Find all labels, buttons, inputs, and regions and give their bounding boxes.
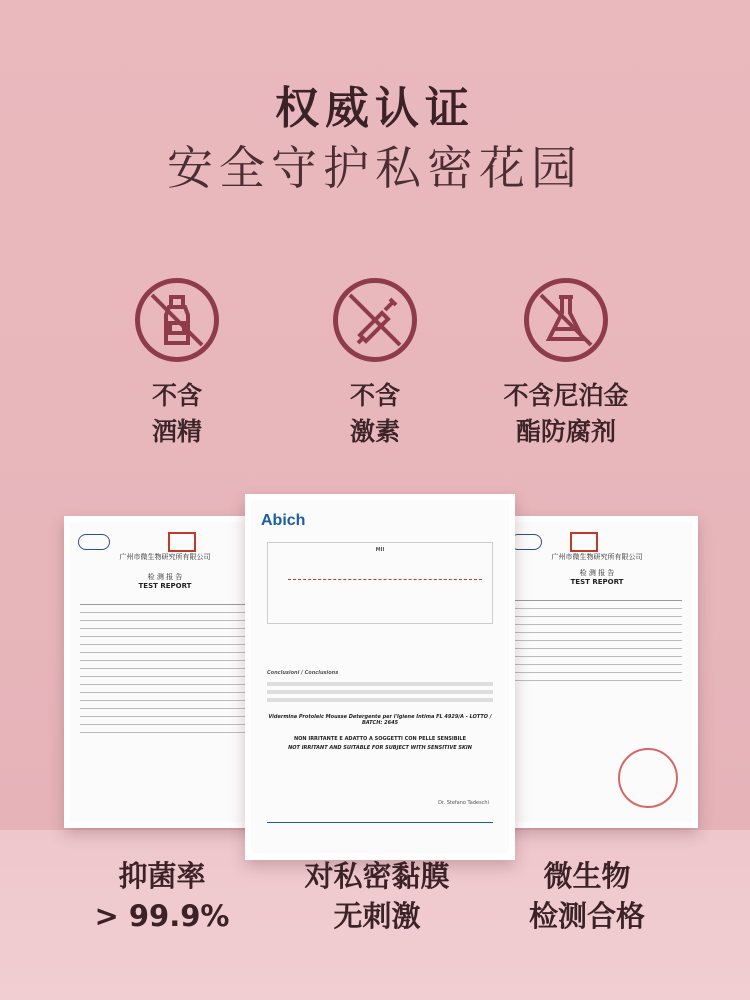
conclusions-heading: Conclusioni / Conclusions — [267, 670, 339, 676]
label-line2: > 99.9% — [94, 899, 230, 933]
report-title-en: TEST REPORT — [570, 578, 624, 586]
label-line2: 检测合格 — [528, 899, 645, 933]
page-subtitle: 安全守护私密花园 — [167, 141, 583, 195]
test-report-right — [496, 516, 698, 828]
bottom-label-microbe-test — [487, 856, 687, 936]
cma-logo — [168, 532, 196, 552]
report-title: 检 测 报 告 — [579, 569, 615, 577]
feature-no-alcohol — [87, 278, 267, 450]
official-seal — [618, 748, 678, 808]
bottom-label-nonirritating — [277, 856, 477, 936]
test-report-center — [245, 494, 515, 860]
cnas-logo — [78, 534, 110, 550]
report-table — [512, 600, 682, 681]
report-title: 检 测 报 告 — [147, 573, 183, 581]
feature-line1: 不含尼泊金 — [503, 381, 629, 410]
page-title: 权威认证 — [275, 83, 475, 134]
signer: Dr. Stefano Tadeschi — [438, 800, 489, 806]
feature-line2: 激素 — [349, 417, 400, 446]
test-report-left — [64, 516, 266, 828]
feature-no-hormone — [285, 278, 465, 450]
report-title-en: TEST REPORT — [138, 582, 192, 590]
report-table — [80, 604, 250, 733]
institute-name: 广州市微生物研究所有限公司 — [551, 553, 643, 561]
mii-chart — [267, 542, 493, 624]
feature-line2: 酒精 — [151, 417, 202, 446]
product-line: Vidermina Protoleic Mousse Detergente per l'Igiene Intima FL 4929/A - LOTTO / BATCH: 2645 — [268, 714, 492, 726]
verdict-it: NON IRRITANTE E ADATTO A SOGGETTI CON PELLE SENSIBILE — [293, 736, 467, 742]
feature-line1: 不含 — [349, 381, 400, 410]
label-line1: 抑菌率 — [118, 859, 206, 893]
no-hormone-icon — [333, 278, 417, 362]
no-paraben-icon — [524, 278, 608, 362]
label-line2: 无刺激 — [333, 899, 421, 933]
label-line1: 微生物 — [543, 859, 631, 893]
feature-no-paraben — [476, 278, 656, 450]
feature-line2: 酯防腐剂 — [515, 417, 616, 446]
no-alcohol-icon — [135, 278, 219, 362]
abich-logo: Abich — [261, 512, 306, 529]
bottom-label-antibacterial — [62, 856, 262, 936]
institute-name: 广州市微生物研究所有限公司 — [119, 553, 211, 561]
cma-logo — [570, 532, 598, 552]
chart-line — [288, 579, 482, 580]
verdict-en: NOT IRRITANT AND SUITABLE FOR SUBJECT WITH SENSITIVE SKIN — [288, 745, 472, 751]
footer-rule — [267, 822, 493, 823]
label-line1: 对私密黏膜 — [304, 859, 450, 893]
chart-title: MII — [375, 547, 385, 553]
feature-line1: 不含 — [151, 381, 202, 410]
